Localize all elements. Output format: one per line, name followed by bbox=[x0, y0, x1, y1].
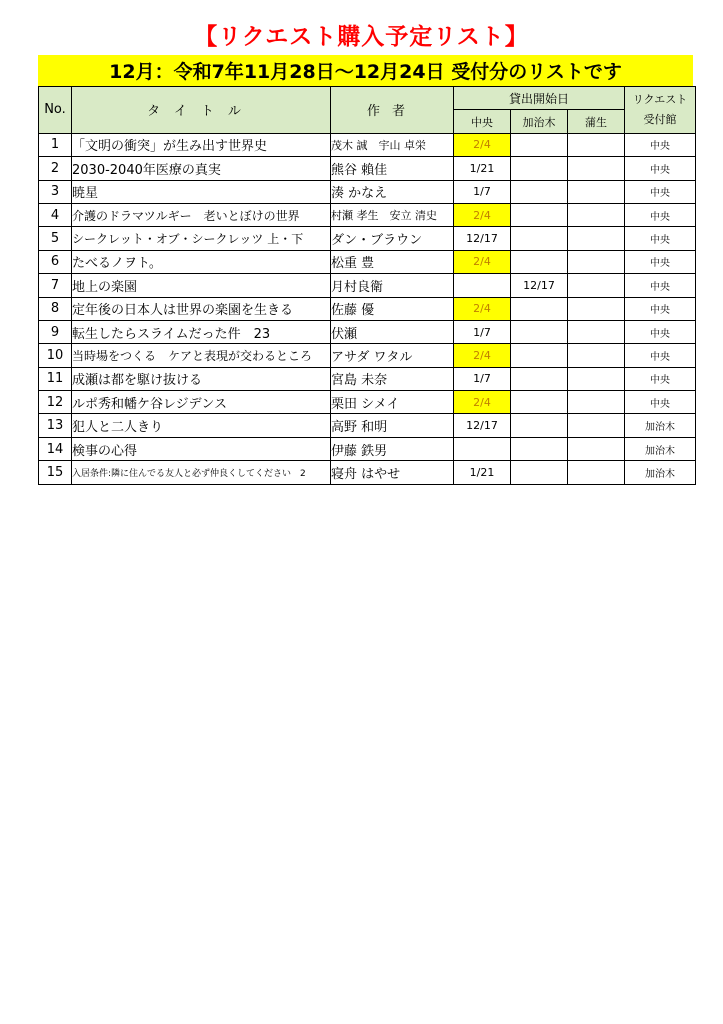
lend-date-kajiki bbox=[511, 414, 568, 437]
table-row bbox=[39, 344, 696, 367]
book-title: 成瀬は都を駆け抜ける bbox=[72, 367, 331, 390]
request-branch: 中央 bbox=[625, 367, 696, 390]
row-number: 13 bbox=[39, 414, 72, 437]
book-title: 地上の楽園 bbox=[72, 274, 331, 297]
book-author: ダン・ブラウン bbox=[331, 227, 454, 250]
request-branch: 中央 bbox=[625, 227, 696, 250]
request-branch: 中央 bbox=[625, 344, 696, 367]
lend-date-kajiki bbox=[511, 320, 568, 343]
lend-date-kajiki bbox=[511, 133, 568, 156]
book-title: 転生したらスライムだった件 23 bbox=[72, 320, 331, 343]
header-branch-kajiki: 加治木 bbox=[511, 110, 568, 133]
row-number: 6 bbox=[39, 250, 72, 273]
lend-date-chuo: 1/21 bbox=[454, 157, 511, 180]
header-title: タイトル bbox=[72, 87, 331, 134]
request-branch: 加治木 bbox=[625, 461, 696, 484]
lend-date-kajiki bbox=[511, 437, 568, 460]
book-author: 伊藤 鉄男 bbox=[331, 437, 454, 460]
request-branch: 中央 bbox=[625, 297, 696, 320]
book-title: 定年後の日本人は世界の楽園を生きる bbox=[72, 297, 331, 320]
book-author: 松重 豊 bbox=[331, 250, 454, 273]
lend-date-kajiki bbox=[511, 344, 568, 367]
lend-date-kamo bbox=[568, 133, 625, 156]
lend-date-chuo: 1/21 bbox=[454, 461, 511, 484]
lend-date-kamo bbox=[568, 437, 625, 460]
lend-date-kamo bbox=[568, 414, 625, 437]
row-number: 11 bbox=[39, 367, 72, 390]
table-row bbox=[39, 297, 696, 320]
header-no: No. bbox=[39, 87, 72, 134]
lend-date-kajiki bbox=[511, 367, 568, 390]
lend-date-kamo bbox=[568, 391, 625, 414]
request-list-table bbox=[38, 86, 696, 485]
book-author: 栗田 シメイ bbox=[331, 391, 454, 414]
lend-date-kamo bbox=[568, 180, 625, 203]
lend-date-kajiki bbox=[511, 461, 568, 484]
book-author: 伏瀬 bbox=[331, 320, 454, 343]
lend-date-kamo bbox=[568, 274, 625, 297]
book-author: 佐藤 優 bbox=[331, 297, 454, 320]
book-title: 2030-2040年医療の真実 bbox=[72, 157, 331, 180]
request-branch: 中央 bbox=[625, 180, 696, 203]
lend-date-chuo: 1/7 bbox=[454, 180, 511, 203]
lend-date-kamo bbox=[568, 297, 625, 320]
book-author: 熊谷 賴佳 bbox=[331, 157, 454, 180]
book-title: たべるノヲト。 bbox=[72, 250, 331, 273]
table-row bbox=[39, 203, 696, 226]
book-title: シークレット・オブ・シークレッツ 上・下 bbox=[72, 227, 331, 250]
book-title: ルポ秀和幡ケ谷レジデンス bbox=[72, 391, 331, 414]
request-branch: 中央 bbox=[625, 203, 696, 226]
row-number: 15 bbox=[39, 461, 72, 484]
row-number: 7 bbox=[39, 274, 72, 297]
table-row bbox=[39, 367, 696, 390]
book-author: 村瀬 孝生 安立 清史 bbox=[331, 203, 454, 226]
lend-date-kamo bbox=[568, 227, 625, 250]
header-request-line2: 受付館 bbox=[643, 112, 677, 126]
lend-date-kamo bbox=[568, 344, 625, 367]
lend-date-kajiki bbox=[511, 391, 568, 414]
request-branch: 中央 bbox=[625, 391, 696, 414]
lend-date-chuo bbox=[454, 437, 511, 460]
row-number: 1 bbox=[39, 133, 72, 156]
row-number: 5 bbox=[39, 227, 72, 250]
lend-date-kamo bbox=[568, 461, 625, 484]
lend-date-chuo: 2/4 bbox=[454, 344, 511, 367]
lend-date-chuo: 2/4 bbox=[454, 391, 511, 414]
book-author: 湊 かなえ bbox=[331, 180, 454, 203]
request-branch: 中央 bbox=[625, 320, 696, 343]
book-title: 入居条件:隣に住んでる友人と必ず仲良くしてください 2 bbox=[72, 461, 331, 484]
table-row bbox=[39, 391, 696, 414]
book-title: 介護のドラマツルギー 老いとぼけの世界 bbox=[72, 203, 331, 226]
book-title: 犯人と二人きり bbox=[72, 414, 331, 437]
lend-date-chuo: 2/4 bbox=[454, 250, 511, 273]
lend-date-kajiki bbox=[511, 180, 568, 203]
table-row bbox=[39, 320, 696, 343]
lend-date-kamo bbox=[568, 203, 625, 226]
book-author: 月村良衛 bbox=[331, 274, 454, 297]
lend-date-chuo: 12/17 bbox=[454, 414, 511, 437]
row-number: 4 bbox=[39, 203, 72, 226]
row-number: 14 bbox=[39, 437, 72, 460]
request-branch: 加治木 bbox=[625, 437, 696, 460]
row-number: 10 bbox=[39, 344, 72, 367]
row-number: 9 bbox=[39, 320, 72, 343]
page-subtitle: 12月：令和7年11月28日～12月24日 受付分のリストです bbox=[38, 55, 693, 86]
book-title: 暁星 bbox=[72, 180, 331, 203]
header-author: 作者 bbox=[331, 87, 454, 134]
lend-date-chuo: 1/7 bbox=[454, 320, 511, 343]
row-number: 12 bbox=[39, 391, 72, 414]
request-branch: 中央 bbox=[625, 133, 696, 156]
request-branch: 中央 bbox=[625, 274, 696, 297]
lend-date-kamo bbox=[568, 367, 625, 390]
page-title: 【リクエスト購入予定リスト】 bbox=[194, 24, 529, 50]
lend-date-chuo: 1/7 bbox=[454, 367, 511, 390]
lend-date-kajiki bbox=[511, 297, 568, 320]
book-title: 検事の心得 bbox=[72, 437, 331, 460]
table-row bbox=[39, 250, 696, 273]
table-row bbox=[39, 461, 696, 484]
lend-date-chuo bbox=[454, 274, 511, 297]
header-branch-chuo: 中央 bbox=[454, 110, 511, 133]
table-row bbox=[39, 133, 696, 156]
request-branch: 中央 bbox=[625, 250, 696, 273]
header-request-branch bbox=[625, 87, 696, 134]
table-row bbox=[39, 274, 696, 297]
lend-date-kajiki bbox=[511, 203, 568, 226]
header-request-line1: リクエスト bbox=[632, 92, 688, 106]
lend-date-kajiki bbox=[511, 250, 568, 273]
row-number: 8 bbox=[39, 297, 72, 320]
lend-date-chuo: 2/4 bbox=[454, 203, 511, 226]
request-branch: 中央 bbox=[625, 157, 696, 180]
book-author: 宮島 未奈 bbox=[331, 367, 454, 390]
lend-date-kajiki bbox=[511, 157, 568, 180]
table-row bbox=[39, 157, 696, 180]
lend-date-kamo bbox=[568, 320, 625, 343]
header-branch-kamo: 蒲生 bbox=[568, 110, 625, 133]
lend-date-kamo bbox=[568, 157, 625, 180]
book-author: 高野 和明 bbox=[331, 414, 454, 437]
table-row bbox=[39, 414, 696, 437]
header-lend-start: 貸出開始日 bbox=[454, 87, 625, 110]
book-author: 茂木 誠 宇山 卓栄 bbox=[331, 133, 454, 156]
book-author: 寝舟 はやせ bbox=[331, 461, 454, 484]
lend-date-chuo: 2/4 bbox=[454, 133, 511, 156]
table-row bbox=[39, 437, 696, 460]
row-number: 2 bbox=[39, 157, 72, 180]
lend-date-kamo bbox=[568, 250, 625, 273]
book-title: 「文明の衝突」が生み出す世界史 bbox=[72, 133, 331, 156]
lend-date-chuo: 12/17 bbox=[454, 227, 511, 250]
lend-date-kajiki bbox=[511, 227, 568, 250]
table-row bbox=[39, 180, 696, 203]
request-branch: 加治木 bbox=[625, 414, 696, 437]
lend-date-kajiki: 12/17 bbox=[511, 274, 568, 297]
lend-date-chuo: 2/4 bbox=[454, 297, 511, 320]
book-title: 当時場をつくる ケアと表現が交わるところ bbox=[72, 344, 331, 367]
table-row bbox=[39, 227, 696, 250]
row-number: 3 bbox=[39, 180, 72, 203]
book-author: アサダ ワタル bbox=[331, 344, 454, 367]
